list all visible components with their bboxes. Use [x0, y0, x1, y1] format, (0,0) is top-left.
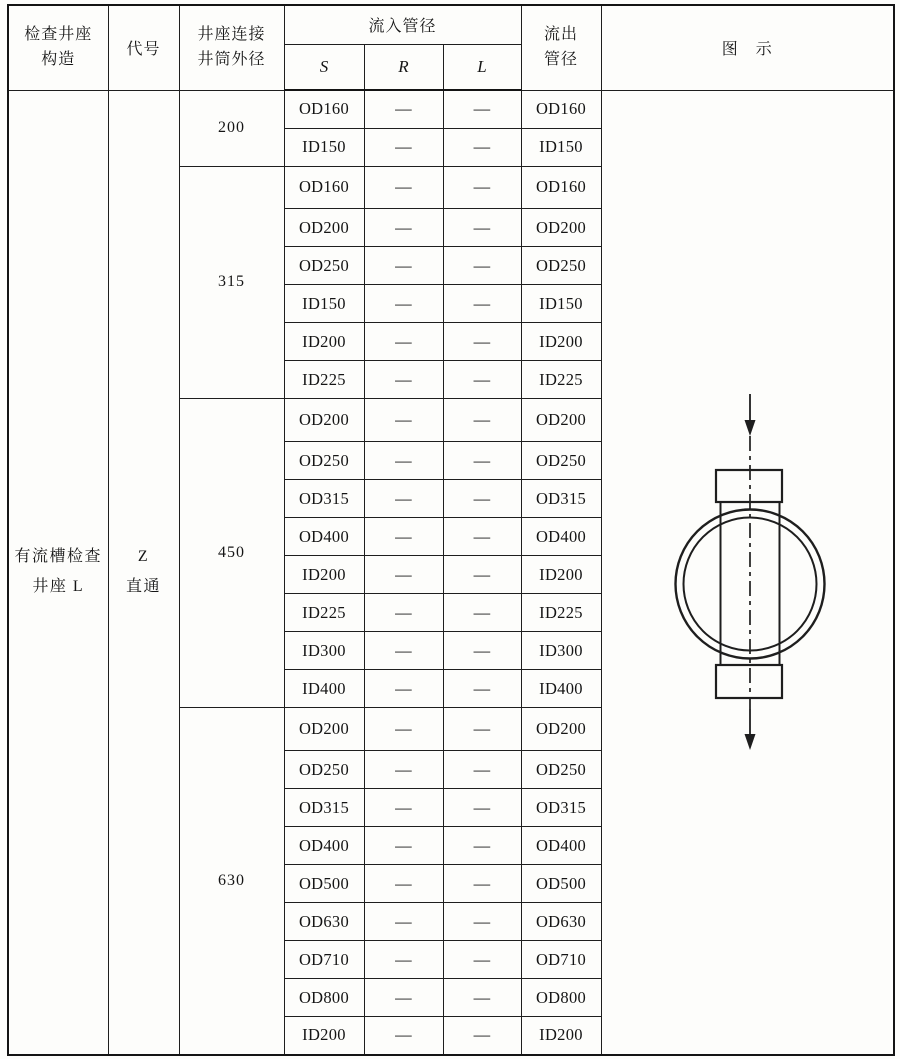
inflow-s-cell: OD800: [284, 979, 364, 1017]
inflow-r-cell: —: [364, 399, 443, 442]
inflow-r-cell: —: [364, 247, 443, 285]
header-shaft-od: [179, 5, 284, 90]
spec-table: [7, 4, 895, 1056]
header-outflow-line1: 流出: [544, 25, 579, 43]
inflow-s-cell: ID225: [284, 594, 364, 632]
inflow-s-cell: OD200: [284, 708, 364, 751]
outflow-cell: ID225: [521, 361, 601, 399]
inflow-s-cell: ID150: [284, 285, 364, 323]
header-diagram: 图 示: [601, 5, 894, 90]
inflow-r-cell: —: [364, 166, 443, 209]
inflow-l-cell: —: [443, 247, 521, 285]
inflow-r-cell: —: [364, 979, 443, 1017]
outflow-cell: OD250: [521, 751, 601, 789]
outflow-cell: OD200: [521, 708, 601, 751]
table-row: [8, 90, 894, 128]
header-inflow-s: S: [284, 44, 364, 90]
shaft-od-cell: 630: [179, 708, 284, 1055]
header-code: 代号: [108, 5, 179, 90]
bottom-socket: [716, 665, 782, 698]
inflow-r-cell: —: [364, 209, 443, 247]
inflow-l-cell: —: [443, 751, 521, 789]
outflow-cell: OD630: [521, 903, 601, 941]
inflow-l-cell: —: [443, 323, 521, 361]
shaft-od-cell: 450: [179, 399, 284, 708]
outflow-cell: OD400: [521, 518, 601, 556]
inflow-r-cell: —: [364, 708, 443, 751]
inflow-s-cell: OD250: [284, 247, 364, 285]
inflow-l-cell: —: [443, 442, 521, 480]
inflow-l-cell: —: [443, 209, 521, 247]
inflow-s-cell: OD250: [284, 751, 364, 789]
shaft-od-cell: 315: [179, 166, 284, 399]
straight-through-chamber-diagram: [602, 91, 892, 1054]
header-row-1: [8, 5, 894, 44]
inflow-l-cell: —: [443, 480, 521, 518]
inflow-s-cell: OD200: [284, 399, 364, 442]
outflow-cell: ID300: [521, 632, 601, 670]
inflow-l-cell: —: [443, 979, 521, 1017]
structure-label-line2: 井座 L: [32, 578, 85, 595]
outflow-cell: OD160: [521, 90, 601, 128]
outflow-cell: ID400: [521, 670, 601, 708]
inflow-r-cell: —: [364, 903, 443, 941]
top-socket: [716, 470, 782, 502]
inflow-r-cell: —: [364, 285, 443, 323]
inflow-s-cell: ID200: [284, 1017, 364, 1055]
inflow-s-cell: OD400: [284, 827, 364, 865]
outflow-cell: OD250: [521, 442, 601, 480]
inflow-s-cell: OD160: [284, 90, 364, 128]
inflow-l-cell: —: [443, 903, 521, 941]
outflow-cell: OD315: [521, 480, 601, 518]
inflow-s-cell: OD630: [284, 903, 364, 941]
inflow-l-cell: —: [443, 166, 521, 209]
diagram-cell: [601, 90, 894, 1055]
header-structure-line1: 检查井座: [24, 25, 93, 43]
inflow-r-cell: —: [364, 941, 443, 979]
inflow-r-cell: —: [364, 1017, 443, 1055]
outflow-cell: OD800: [521, 979, 601, 1017]
header-outflow: [521, 5, 601, 90]
header-inflow-r: R: [364, 44, 443, 90]
code-letter: Z: [137, 547, 150, 565]
bottom-arrowhead-icon: [744, 734, 755, 750]
outflow-cell: ID150: [521, 285, 601, 323]
inflow-s-cell: OD315: [284, 789, 364, 827]
outflow-cell: OD160: [521, 166, 601, 209]
inflow-r-cell: —: [364, 594, 443, 632]
inflow-r-cell: —: [364, 865, 443, 903]
inflow-r-cell: —: [364, 90, 443, 128]
outflow-cell: OD200: [521, 399, 601, 442]
outflow-cell: ID225: [521, 594, 601, 632]
outflow-cell: ID150: [521, 128, 601, 166]
header-structure: [8, 5, 108, 90]
inflow-s-cell: OD710: [284, 941, 364, 979]
inflow-l-cell: —: [443, 361, 521, 399]
inflow-r-cell: —: [364, 789, 443, 827]
inflow-s-cell: OD315: [284, 480, 364, 518]
inflow-s-cell: OD500: [284, 865, 364, 903]
outflow-cell: ID200: [521, 556, 601, 594]
inflow-s-cell: OD250: [284, 442, 364, 480]
shaft-od-cell: 200: [179, 90, 284, 166]
inflow-l-cell: —: [443, 285, 521, 323]
table-body: [8, 90, 894, 1055]
inflow-l-cell: —: [443, 399, 521, 442]
inflow-l-cell: —: [443, 518, 521, 556]
inflow-r-cell: —: [364, 518, 443, 556]
inflow-s-cell: OD200: [284, 209, 364, 247]
outflow-cell: ID200: [521, 323, 601, 361]
code-label: 直通: [125, 578, 161, 595]
inflow-l-cell: —: [443, 708, 521, 751]
inflow-s-cell: ID400: [284, 670, 364, 708]
inflow-l-cell: —: [443, 865, 521, 903]
inflow-s-cell: OD400: [284, 518, 364, 556]
inflow-l-cell: —: [443, 789, 521, 827]
header-inflow: 流入管径: [284, 5, 521, 44]
table-header: [8, 5, 894, 90]
inflow-r-cell: —: [364, 556, 443, 594]
outflow-cell: OD315: [521, 789, 601, 827]
inflow-r-cell: —: [364, 751, 443, 789]
inflow-s-cell: OD160: [284, 166, 364, 209]
inflow-l-cell: —: [443, 128, 521, 166]
code-cell: [108, 90, 179, 1055]
inflow-s-cell: ID200: [284, 556, 364, 594]
outflow-cell: ID200: [521, 1017, 601, 1055]
inflow-s-cell: ID150: [284, 128, 364, 166]
inflow-l-cell: —: [443, 827, 521, 865]
inflow-r-cell: —: [364, 632, 443, 670]
inflow-s-cell: ID200: [284, 323, 364, 361]
inflow-l-cell: —: [443, 90, 521, 128]
header-shaft-line2: 井筒外径: [197, 50, 266, 68]
outflow-cell: OD200: [521, 209, 601, 247]
inflow-s-cell: ID300: [284, 632, 364, 670]
header-structure-line2: 构造: [41, 50, 76, 68]
inflow-l-cell: —: [443, 1017, 521, 1055]
inflow-r-cell: —: [364, 670, 443, 708]
inflow-l-cell: —: [443, 556, 521, 594]
inflow-r-cell: —: [364, 480, 443, 518]
outflow-cell: OD250: [521, 247, 601, 285]
inflow-r-cell: —: [364, 323, 443, 361]
outflow-cell: OD710: [521, 941, 601, 979]
inflow-r-cell: —: [364, 128, 443, 166]
outflow-cell: OD400: [521, 827, 601, 865]
inflow-l-cell: —: [443, 594, 521, 632]
header-outflow-line2: 管径: [544, 50, 579, 68]
structure-cell: [8, 90, 108, 1055]
inflow-l-cell: —: [443, 632, 521, 670]
inflow-r-cell: —: [364, 361, 443, 399]
inflow-s-cell: ID225: [284, 361, 364, 399]
inflow-l-cell: —: [443, 941, 521, 979]
top-arrowhead-icon: [744, 420, 755, 436]
inflow-r-cell: —: [364, 827, 443, 865]
header-inflow-l: L: [443, 44, 521, 90]
inflow-r-cell: —: [364, 442, 443, 480]
header-shaft-line1: 井座连接: [197, 25, 266, 43]
structure-label-line1: 有流槽检查: [14, 547, 102, 565]
inflow-l-cell: —: [443, 670, 521, 708]
outflow-cell: OD500: [521, 865, 601, 903]
